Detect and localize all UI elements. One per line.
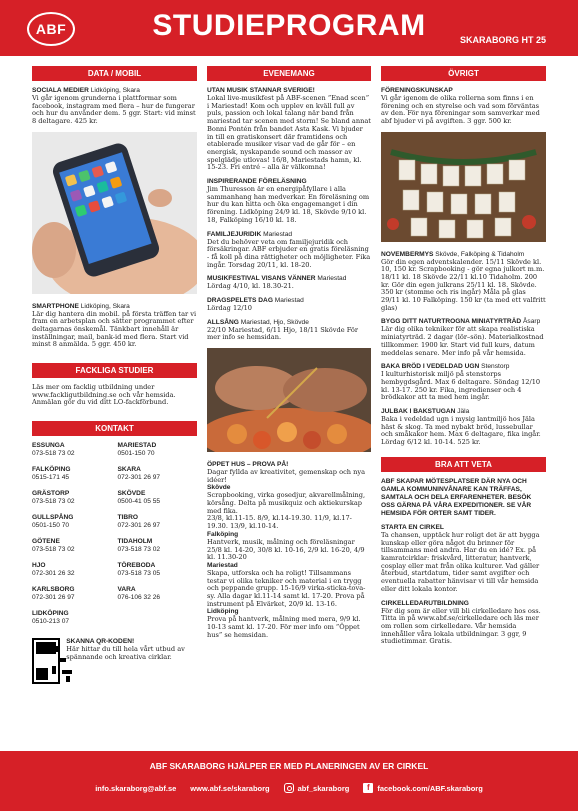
course-title: FÖRENINGSKUNSKAP — [381, 87, 453, 94]
event-text: 22/10 Mariestad, 6/11 Hjo, 18/11 Skövde För mer info se hemsidan. — [207, 325, 359, 342]
event-title: ALLSÅNG Mariestad, Hjo, Skövde — [207, 318, 309, 326]
course-text: Vi går igenom grunderna i plattformar som facebook, instagram med flera – hur de fungerar och hur du använder dem. 5 ggr. Start: vid minst 8 deltagare. 425 kr. — [32, 94, 196, 126]
qr-text: Här hittar du till hela vårt utbud av spännande och kreativa cirklar. — [66, 645, 185, 661]
event-text: Dagar fyllda av kreativitet, gemenskap och nya idéer! — [207, 467, 366, 484]
event-text: Lördag 12/10 — [207, 304, 252, 313]
contact-item: TIDAHOLM 073-518 73 02 — [117, 538, 161, 554]
contact-item: SKÖVDE 0500-41 05 55 — [117, 490, 161, 506]
qr-section — [32, 638, 197, 684]
event-title: UTAN MUSIK STANNAR SVERIGE! — [207, 87, 315, 94]
section-band-bra-att-veta: BRA ATT VETA — [381, 457, 546, 472]
info-title: CIRKELLEDARUTBILDNING — [381, 599, 469, 607]
course-title: SMARTPHONE Lidköping, Skara — [32, 302, 130, 310]
column-data-mobil — [32, 66, 197, 684]
info-intro: ABF SKAPAR MÖTESPLATSER DÄR NYA OCH GAMLA KOMMUNINVÅNARE KAN TRÄFFAS, SAMTALA OCH DELA ERFARENHETER. BESÖK OSS GÄRNA PÅ VÅRA EXPEDITIONER. SE VÅR HEMSIDA FÖR ORTER SAMT TIDER. — [381, 477, 532, 517]
info-title: STARTA EN CIRKEL — [381, 523, 444, 531]
event-text: Scrapbooking, virka gosedjur, akvarellmålning, körsång. Delta på musikquiz och aktiekurskap med fikа. — [207, 491, 366, 515]
footer-tagline: ABF SKARABORG HJÄLPER ER MED PLANERINGEN AV ER CIRKEL — [149, 761, 429, 771]
page-header — [0, 0, 578, 56]
contact-item: TÖREBODA 073-518 73 05 — [117, 562, 161, 578]
event-place: Mariestad — [207, 561, 238, 569]
contact-item: ESSUNGA 073-518 73 02 — [32, 442, 75, 458]
event-place: Falköping — [207, 530, 239, 538]
contact-item: FALKÖPING 0515-171 45 — [32, 466, 71, 482]
column-evenemang — [207, 66, 371, 640]
event-text: Prova på hantverk, målning med mera, 9/9 kl. 10-13 samt kl. 17-20. För mer info om ”Öppet hus” se hemsidan. — [207, 615, 361, 639]
event-place: Lidköping — [207, 608, 239, 616]
event-text: Lördag 4/10, kl. 18.30-21. — [207, 282, 294, 291]
contact-item: VARA 076-106 32 26 — [117, 586, 161, 602]
event-title: INSPIRERANDE FÖRELÄSNING — [207, 178, 307, 186]
contact-item: LIDKÖPING 0510-213 07 — [32, 610, 70, 626]
smartphone-photo — [32, 132, 197, 297]
section-band-evenemang: EVENEMANG — [207, 66, 371, 81]
crochet-photo — [207, 348, 371, 455]
course-title: BAKA BRÖD I VEDELDAD UGN Stenstorp — [381, 363, 510, 371]
footer-links — [0, 783, 578, 793]
fackliga-text: Läs mer om facklig utbildning under www.fackligutbildning.se och vår hemsida. Anmälan gör du vid ditt LO-fackförbund. — [32, 383, 176, 407]
course-title: BYGG DITT NATURTROGNA MINIATYRTRÄD Åsarp — [381, 318, 541, 326]
qr-code[interactable] — [32, 638, 60, 684]
page-title: STUDIEPROGRAM — [152, 9, 426, 42]
contact-item: KARLSBORG 072-301 26 97 — [32, 586, 75, 602]
event-title: MUSIKFESTIVAL VISANS VÄNNER Mariestad — [207, 275, 347, 283]
contact-item: HJO 072-301 26 32 — [32, 562, 75, 578]
contact-list — [32, 442, 197, 626]
course-text: Lär dig hantera din mobil. på första träffen tar vi fram en arbetsplan och sätter programmet efter deltagarnas önskemål. Tänkbart innehåll är inställningar, mail, bank-id med flera. Start vid minst 8 anmälda. 5 ggr. 450 kr. — [32, 309, 197, 349]
advent-calendar-photo — [381, 132, 546, 245]
course-title: NOVEMBERMYS Skövde, Falköping & Tidaholm — [381, 250, 525, 258]
course-text: Vi går igenom de olika rollerna som finns i en förening och en styrelse och vad som förväntas av den. För nya föreningar som samverkar med abf bjuder vi på avgiften. 3 ggr. 500 kr. — [381, 94, 540, 126]
contact-item: MARIESTAD 0501-150 70 — [117, 442, 157, 458]
event-text: Skapa, utforska och ha roligt! Tillsammans testar vi olika tekniker och material i en trygg och peppande grupp. 15-16/9 virka-sticka-tova-sy. Alla dagar kl.11-14 samt kl. 17-20. Prova på instrument på Elvärket, 20/9 kl. 13-16. — [207, 568, 366, 608]
event-text: Hantverk, musik, målning och föreläsningar 25/8 kl. 14-20, 30/8 kl. 10-16, 2/9 kl. 16-20, 4/9 kl. 11.30-20 — [207, 537, 365, 562]
course-text: I kulturhistorisk miljö på stenstorps hembygdsgård. Max 6 deltagare. Söndag 12/10 kl. 13-17. 250 kr. Fika, ingredienser och 4 brödkakor att ta med hem ingår. — [381, 370, 541, 402]
footer-facebook-link[interactable]: f facebook.com/ABF.skaraborg — [363, 783, 482, 793]
course-title: SOCIALA MEDIER Lidköping, Skara — [32, 87, 140, 94]
section-band-fackliga: FACKLIGA STUDIER — [32, 363, 197, 378]
instagram-icon — [284, 783, 294, 793]
event-text: Lokal live-musikfest på ABF-scenen ”Enad scen” i Mariestad! Kom och upplev en kväll full av puls, passion och lokal talang när band från mariestad tar scenen med storm! Se bland annat Bonni Pontén från bandet Asta Kask. Vi bjuder in till en gratiskonsert där framtidens och etablerade musiker visar vad de går för – en energisk, nyskapande sound och massor av spelglädje utlovas! 16/8, Mariestads hamn, kl. 15-23. Fri entré – alla är välkomna! — [207, 94, 371, 172]
event-title: ÖPPET HUS – PROVA PÅ! — [207, 460, 289, 468]
event-title: FAMILJEJURIDIK Mariestad — [207, 230, 293, 238]
course-text: Gör din egen adventskalender. 15/11 Skövde kl. 10, 150 kr. Scrapbooking - gör egna julkort m.m. 18/11 kl. 18 Skövde 22/11 kl.10 Tidaholm. 200 kr. Gör din egen julkrans 25/11 kl. 18. Skövde. 350 kr (stomme och ris ingår) Måla på glas 29/11 kl. 10 Falköping. 150 kr (ta med ett valfritt glas) — [381, 257, 546, 312]
section-band-ovrigt: ÖVRIGT — [381, 66, 546, 81]
contact-item: TIBRO 072-301 26 97 — [117, 514, 161, 530]
event-text: 23/8, kl.11-15. 8/9, kl.14-19.30. 11/9, kl.17-19.30. 13/9, kl.10-14. — [207, 514, 352, 531]
page-footer — [0, 751, 578, 811]
info-text: Ta chansen, upptäck hur roligt det är att bygga kunskap eller göra något du brinner för tillsammans med andra. Har du en idé? Ex. på kamratcirklar: friskvård, litteratur, hantverk, cosplay eller mat från olika kulturer. Vad gäller återbud, startdatum, tider samt avgifter och eventuella rabatter hänvisar vi till vår hemsida eller ditt lokala kontor. — [381, 530, 540, 593]
course-text: Baka i vedeldad ugn i mysig lantmiljö hos Jäla häst & skog. Ta med nybakt bröd, lussebullar och småkakor hem. Max 6 deltagare, fika ingår. Lördag 6/12 kl. 10-14. 525 kr. — [381, 415, 541, 447]
section-band-data-mobil: DATA / MOBIL — [32, 66, 197, 81]
section-band-kontakt: KONTAKT — [32, 421, 197, 436]
event-place: Skövde — [207, 484, 231, 492]
course-text: Lär dig olika tekniker för att skapa realistiska miniatyrträd. 2 dagar (lör–sön). Materialkostnad tillkommer. 1900 kr. Start vid full kurs, datum meddelas senare. Mer info på vår hemsida. — [381, 325, 544, 357]
abf-logo: ABF — [27, 12, 75, 46]
footer-instagram-link[interactable]: abf_skaraborg — [284, 783, 350, 793]
footer-web-link[interactable]: www.abf.se/skaraborg — [190, 783, 270, 793]
column-ovrigt — [381, 66, 546, 646]
footer-email-link[interactable]: info.skaraborg@abf.se — [95, 783, 177, 793]
event-text: Det du behöver veta om familjejuridik och försäkringar. ABF erbjuder en gratis föreläsning - få koll på dina rättigheter och möjligheter. Fika ingår. Torsdag 20/11, kl. 18-20. — [207, 237, 371, 269]
page-subtitle: SKARABORG HT 25 — [459, 35, 546, 45]
contact-item: GRÄSTORP 073-518 73 02 — [32, 490, 75, 506]
course-title: JULBAK I BAKSTUGAN Jäla — [381, 408, 470, 416]
event-title: DRAGSPELETS DAG Mariestad — [207, 297, 304, 305]
contact-item: GULLSPÅNG 0501-150 70 — [32, 514, 74, 530]
contact-item: SKARA 072-301 26 97 — [117, 466, 161, 482]
contact-item: GÖTENE 073-518 73 02 — [32, 538, 75, 554]
info-text: För dig som är eller vill bli cirkelledare hos oss. Titta in på www.abf.se/cirkelledare och läs mer om rollen som cirkelledare. Vår hemsida innehåller våra lokala utbildningar. 3 ggr, 9 studietimmar. Gratis. — [381, 606, 541, 646]
facebook-icon: f — [363, 783, 373, 793]
qr-title: SKANNA QR-KODEN! — [66, 638, 135, 646]
event-text: Jim Thuresson är en energipåfyllare i alla sammanhang han medverkar. En föreläsning om hur du kan hitta och öka engagemanget i din förening. Lidköping 24/9 kl. 18, Skövde 9/10 kl. 18, Falköping 16/10 kl. 18. — [207, 185, 370, 224]
